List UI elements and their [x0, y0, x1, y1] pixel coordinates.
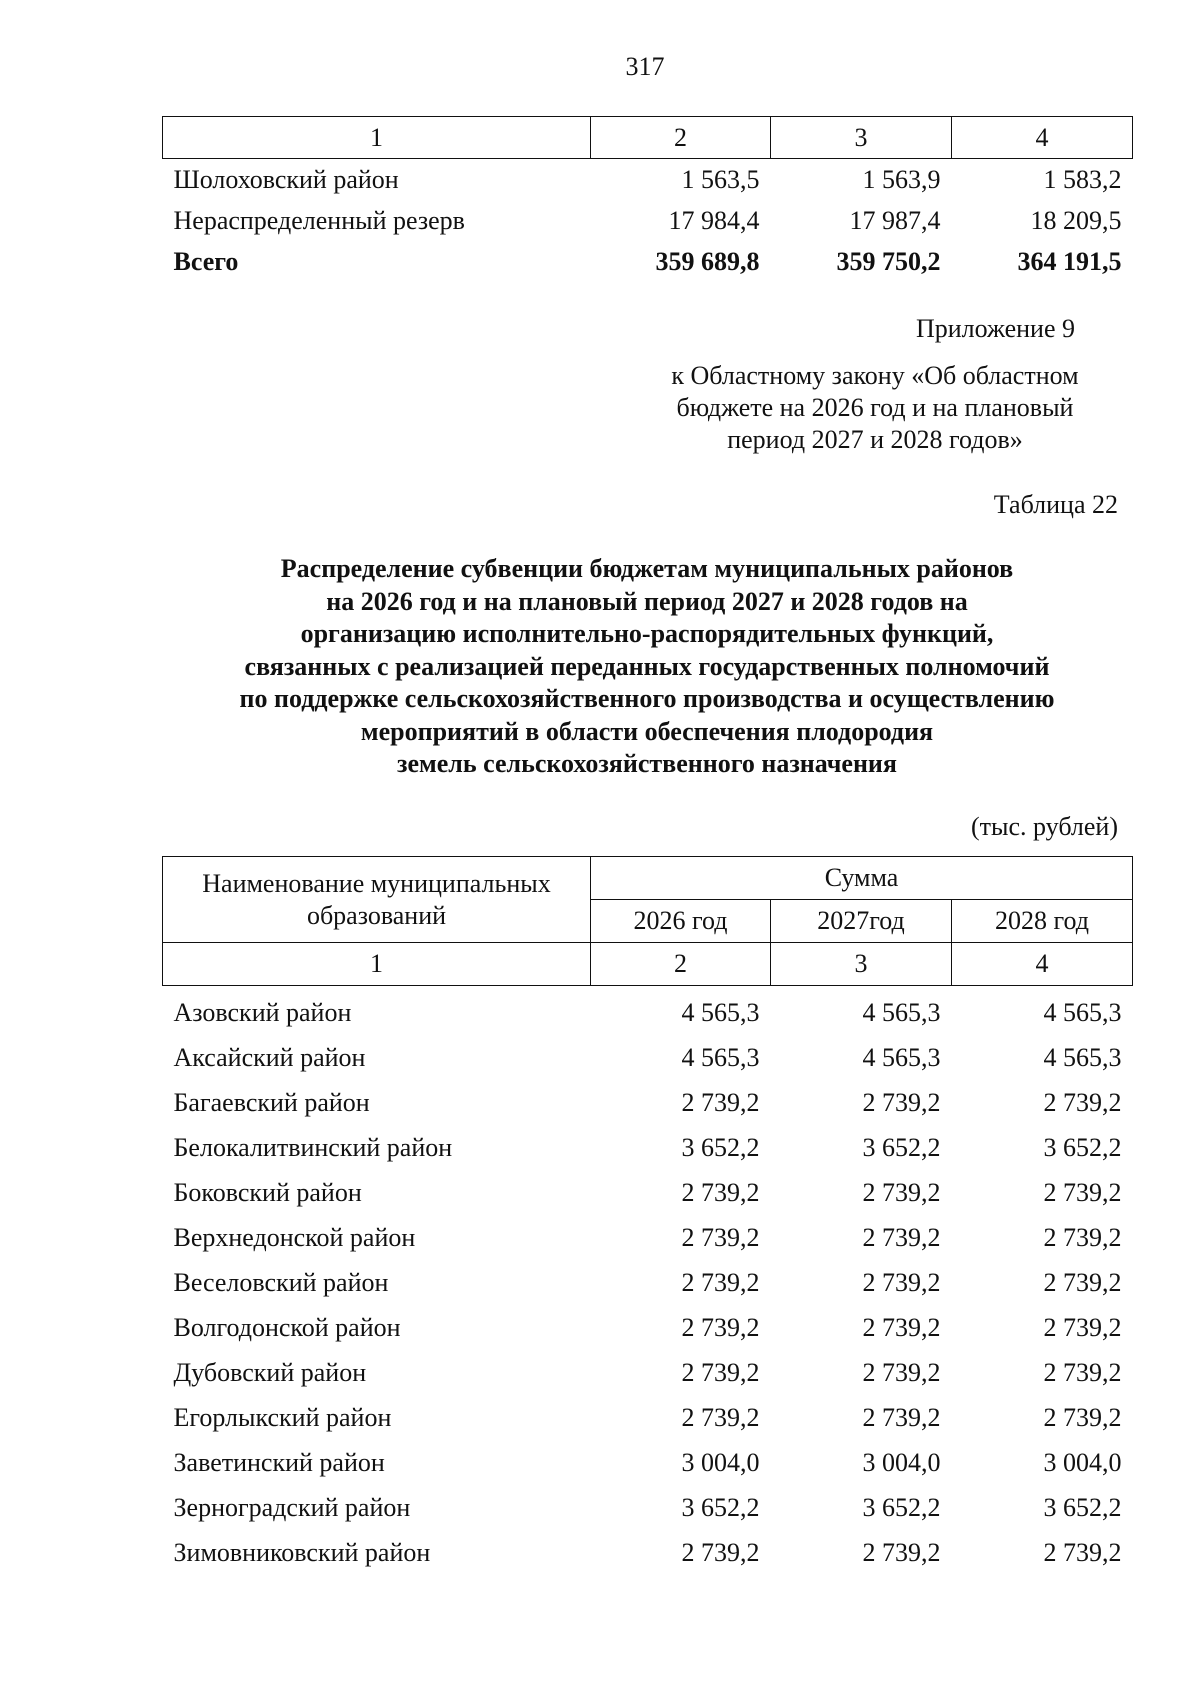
value-2026: 2 739,2	[681, 1357, 760, 1387]
table-row	[163, 159, 1133, 201]
value-2026: 2 739,2	[681, 1177, 760, 1207]
main-table-body	[163, 990, 1133, 1575]
value-2026: 2 739,2	[681, 1312, 760, 1342]
appendix-ref-line: период 2027 и 2028 годов»	[727, 425, 1023, 454]
table-row	[163, 1215, 1133, 1260]
col-number-cell: 3	[771, 943, 952, 986]
value-2028: 3 004,0	[1043, 1447, 1122, 1477]
value-2028: 2 739,2	[1043, 1402, 1122, 1432]
value-2026: 1 563,5	[681, 164, 760, 194]
table-row	[163, 1305, 1133, 1350]
value-2027: 2 739,2	[862, 1177, 941, 1207]
value-2027: 2 739,2	[862, 1402, 941, 1432]
value-2028: 2 739,2	[1043, 1222, 1122, 1252]
value-2027: 3 652,2	[862, 1492, 941, 1522]
continued-table	[162, 116, 1133, 282]
col-number-cell: 4	[952, 117, 1133, 159]
table-row	[163, 1350, 1133, 1395]
table-row	[163, 1260, 1133, 1305]
value-2027: 2 739,2	[862, 1312, 941, 1342]
header-year-2026: 2026 год	[591, 900, 771, 943]
document-title	[162, 553, 1132, 781]
title-line: Распределение субвенции бюджетам муниципальных районов	[280, 554, 1014, 583]
title-line: по поддержке сельскохозяйственного производства и осуществлению	[239, 684, 1055, 713]
page-number: 317	[625, 52, 665, 81]
table-row	[163, 1080, 1133, 1125]
district-name: Дубовский район	[173, 1357, 367, 1387]
value-2026: 17 984,4	[668, 205, 760, 235]
header-name-cell	[163, 857, 591, 943]
units-label: (тыс. рублей)	[970, 812, 1118, 841]
value-2027: 4 565,3	[862, 1042, 941, 1072]
appendix-reference	[640, 360, 1110, 456]
value-2026: 3 652,2	[681, 1132, 760, 1162]
value-2026: 2 739,2	[681, 1267, 760, 1297]
value-2028: 2 739,2	[1043, 1267, 1122, 1297]
value-2028: 4 565,3	[1043, 997, 1122, 1027]
header-row	[163, 857, 1133, 900]
value-2028: 3 652,2	[1043, 1132, 1122, 1162]
title-line: земель сельскохозяйственного назначения	[397, 749, 897, 778]
col-number-cell: 2	[591, 117, 771, 159]
header-name-line: образований	[306, 900, 447, 930]
value-2026: 3 652,2	[681, 1492, 760, 1522]
value-2026: 4 565,3	[681, 1042, 760, 1072]
value-2027: 2 739,2	[862, 1087, 941, 1117]
column-number-row	[163, 943, 1133, 986]
value-2027: 17 987,4	[849, 205, 941, 235]
header-name-line: Наименование муниципальных	[202, 868, 551, 898]
value-2028: 2 739,2	[1043, 1357, 1122, 1387]
title-line: на 2026 год и на плановый период 2027 и 2028 годов на	[326, 586, 968, 616]
value-2028: 2 739,2	[1043, 1312, 1122, 1342]
district-name: Заветинский район	[173, 1447, 385, 1477]
district-name: Аксайский район	[173, 1042, 366, 1072]
table-row	[163, 1530, 1133, 1575]
value-2026: 4 565,3	[681, 997, 760, 1027]
value-2028: 18 209,5	[1030, 205, 1122, 235]
table-row	[163, 1395, 1133, 1440]
total-label: Всего	[173, 246, 239, 276]
district-name: Волгодонской район	[173, 1312, 401, 1342]
total-2028: 364 191,5	[1017, 246, 1122, 276]
value-2028: 4 565,3	[1043, 1042, 1122, 1072]
value-2027: 3 004,0	[862, 1447, 941, 1477]
title-line: организацию исполнительно-распорядительных функций,	[300, 619, 994, 648]
value-2028: 2 739,2	[1043, 1177, 1122, 1207]
district-name: Белокалитвинский район	[173, 1132, 453, 1162]
value-2028: 1 583,2	[1043, 164, 1122, 194]
appendix-ref-line: к Областному закону «Об областном	[671, 361, 1079, 390]
col-number-cell: 2	[591, 943, 771, 986]
value-2028: 2 739,2	[1043, 1537, 1122, 1567]
value-2028: 2 739,2	[1043, 1087, 1122, 1117]
value-2026: 2 739,2	[681, 1537, 760, 1567]
total-2026: 359 689,8	[655, 246, 760, 276]
value-2027: 2 739,2	[862, 1222, 941, 1252]
district-name: Шолоховский район	[173, 164, 399, 194]
table-row	[163, 1485, 1133, 1530]
col-number-cell: 3	[771, 117, 952, 159]
table-row	[163, 1125, 1133, 1170]
table-label: Таблица 22	[993, 490, 1118, 519]
value-2026: 3 004,0	[681, 1447, 760, 1477]
column-number-row	[163, 117, 1133, 159]
district-name: Зерноградский район	[173, 1492, 411, 1522]
district-name: Веселовский район	[173, 1267, 389, 1297]
appendix-title: Приложение 9	[915, 314, 1075, 343]
table-row	[163, 1440, 1133, 1485]
value-2026: 2 739,2	[681, 1402, 760, 1432]
value-2027: 3 652,2	[862, 1132, 941, 1162]
district-name: Зимовниковский район	[173, 1537, 431, 1567]
value-2028: 3 652,2	[1043, 1492, 1122, 1522]
total-row	[163, 241, 1133, 282]
table-row	[163, 1170, 1133, 1215]
value-2027: 4 565,3	[862, 997, 941, 1027]
value-2027: 2 739,2	[862, 1537, 941, 1567]
value-2026: 2 739,2	[681, 1222, 760, 1252]
district-name: Азовский район	[173, 997, 352, 1027]
header-year-2028: 2028 год	[952, 900, 1133, 943]
table-row	[163, 990, 1133, 1035]
col-number-cell: 1	[163, 117, 591, 159]
header-sum-cell: Сумма	[591, 857, 1133, 900]
district-name: Верхнедонской район	[173, 1222, 416, 1252]
value-2026: 2 739,2	[681, 1087, 760, 1117]
appendix-ref-line: бюджете на 2026 год и на плановый	[676, 393, 1074, 422]
col-number-cell: 4	[952, 943, 1133, 986]
header-year-2027: 2027год	[771, 900, 952, 943]
table-row	[163, 200, 1133, 241]
district-name: Нераспределенный резерв	[173, 205, 465, 235]
value-2027: 1 563,9	[862, 164, 941, 194]
subvention-table	[162, 856, 1133, 1575]
value-2027: 2 739,2	[862, 1357, 941, 1387]
total-2027: 359 750,2	[836, 246, 941, 276]
title-line: мероприятий в области обеспечения плодородия	[360, 716, 934, 746]
title-line: связанных с реализацией переданных государственных полномочий	[244, 651, 1050, 681]
district-name: Багаевский район	[173, 1087, 370, 1117]
value-2027: 2 739,2	[862, 1267, 941, 1297]
district-name: Егорлыкский район	[173, 1402, 392, 1432]
col-number-cell: 1	[163, 943, 591, 986]
district-name: Боковский район	[173, 1177, 362, 1207]
table-row	[163, 1035, 1133, 1080]
